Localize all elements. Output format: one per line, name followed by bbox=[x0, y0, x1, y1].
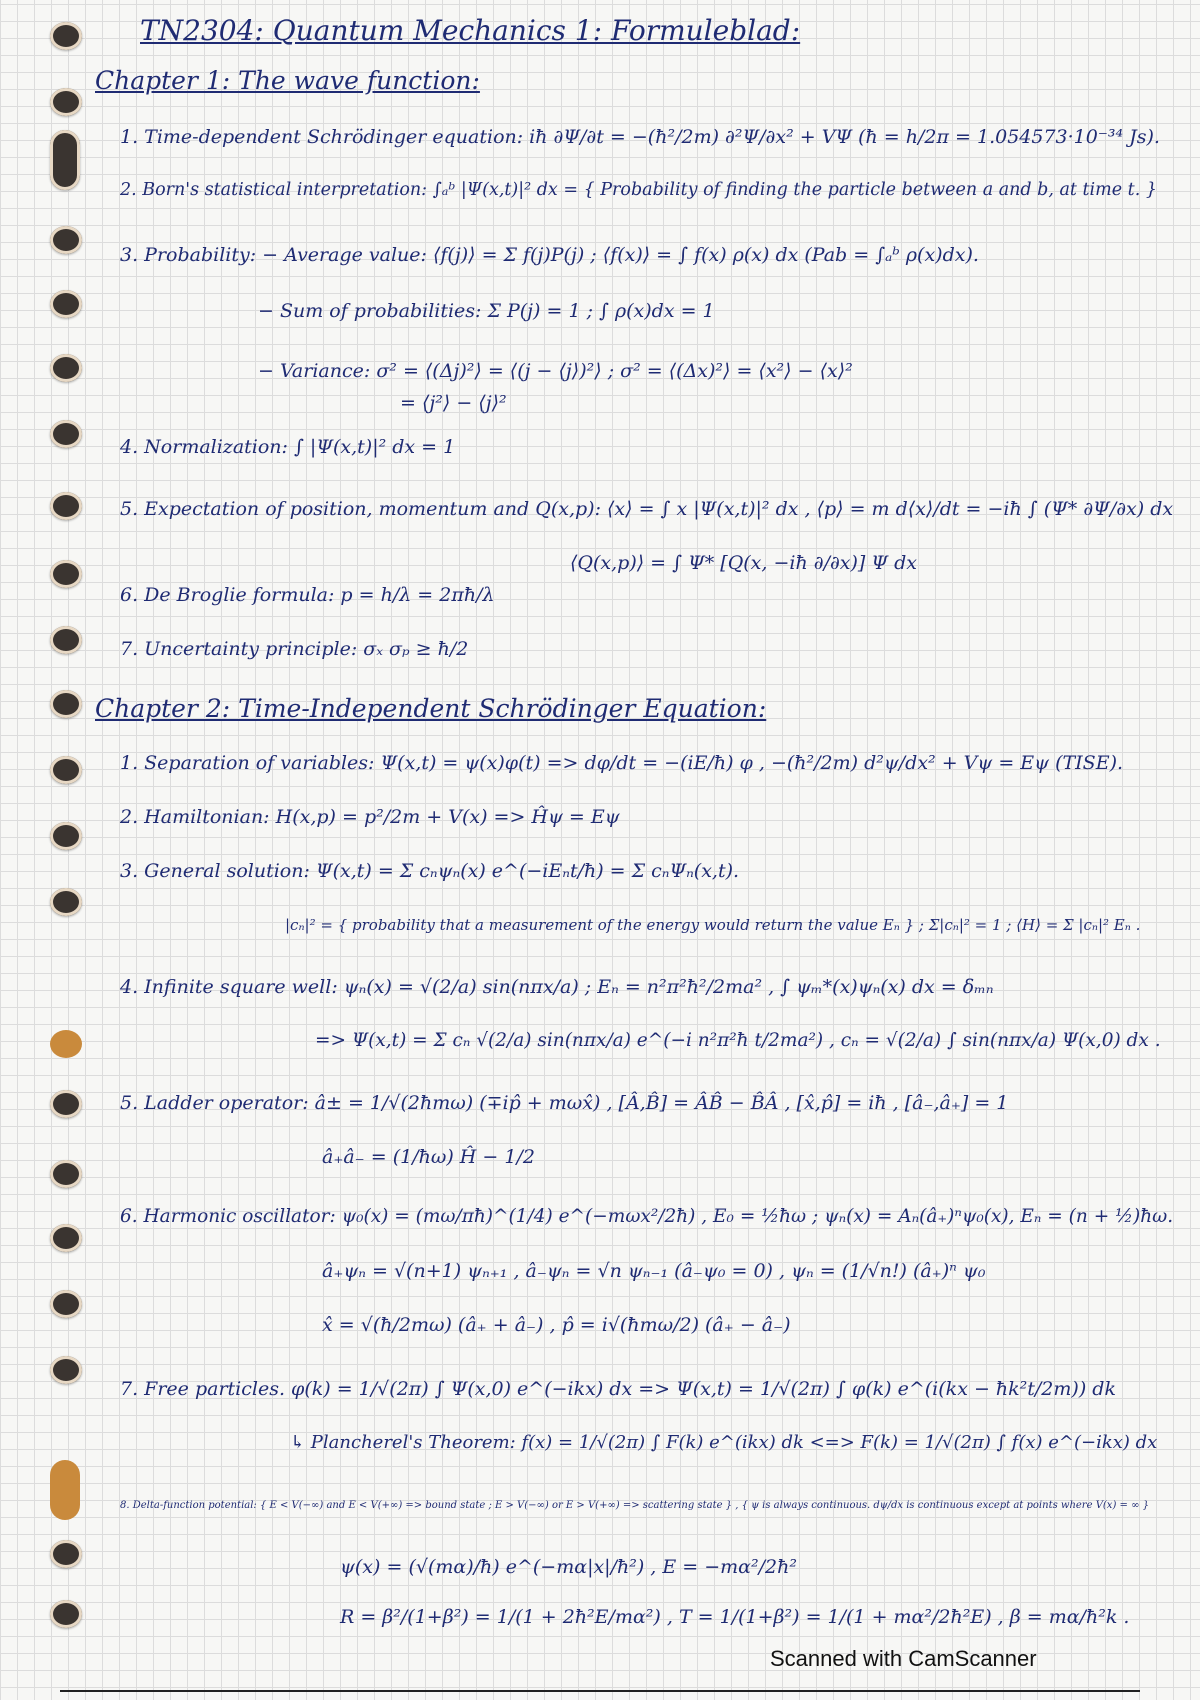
ch1-line-4: − Sum of probabilities: Σ P(j) = 1 ; ∫ ρ(x)dx = 1 bbox=[258, 300, 715, 322]
page-bottom-rule bbox=[60, 1690, 1140, 1692]
binder-hole bbox=[50, 1090, 82, 1118]
binder-hole bbox=[50, 756, 82, 784]
binder-hole bbox=[50, 226, 82, 254]
binder-hole bbox=[50, 354, 82, 382]
ch2-line-10: â₊ψₙ = √(n+1) ψₙ₊₁ , â₋ψₙ = √n ψₙ₋₁ (â₋ψ₀ = 0) , ψₙ = (1/√n!) (â₊)ⁿ ψ₀ bbox=[322, 1260, 986, 1282]
ch2-line-8: â₊â₋ = (1/ħω) Ĥ − 1/2 bbox=[322, 1146, 535, 1168]
ch2-line-16: R = β²/(1+β²) = 1/(1 + 2ħ²E/mα²) , T = 1/(1+β²) = 1/(1 + mα²/2ħ²E) , β = mα/ħ²k . bbox=[340, 1606, 1130, 1628]
binder-hole bbox=[50, 1540, 82, 1568]
ch1-line-6: = ⟨j²⟩ − ⟨j⟩² bbox=[400, 392, 507, 414]
binder-hole bbox=[50, 560, 82, 588]
ch2-line-14: 8. Delta-function potential: { E < V(−∞) and E < V(+∞) => bound state ; E > V(−∞) or E > V(+∞) => scattering state } , { ψ is always continuous. dψ/dx is continuous except at points where V(x) = ∞ } bbox=[120, 1500, 1149, 1511]
ch1-line-2: 2. Born's statistical interpretation: ∫ₐᵇ |Ψ(x,t)|² dx = { Probability of finding the particle between a and b, at time t. } bbox=[120, 180, 1157, 200]
ch1-line-10: 6. De Broglie formula: p = h/λ = 2πħ/λ bbox=[120, 584, 495, 606]
binder-hole bbox=[50, 1160, 82, 1188]
ch1-line-7: 4. Normalization: ∫ |Ψ(x,t)|² dx = 1 bbox=[120, 436, 456, 458]
binder-hole bbox=[50, 822, 82, 850]
binder-hole bbox=[50, 22, 82, 50]
page-title: TN2304: Quantum Mechanics 1: Formuleblad: bbox=[140, 14, 801, 47]
ch2-line-3: 3. General solution: Ψ(x,t) = Σ cₙψₙ(x) e^(−iEₙt/ħ) = Σ cₙΨₙ(x,t). bbox=[120, 860, 740, 882]
ch2-line-6: => Ψ(x,t) = Σ cₙ √(2/a) sin(nπx/a) e^(−i n²π²ħ t/2ma²) , cₙ = √(2/a) ∫ sin(nπx/a) Ψ(x,0) dx . bbox=[315, 1030, 1161, 1051]
camscanner-watermark: Scanned with CamScanner bbox=[770, 1646, 1037, 1671]
ch1-line-11: 7. Uncertainty principle: σₓ σₚ ≥ ħ/2 bbox=[120, 638, 469, 660]
ch2-line-13: ↳ Plancherel's Theorem: f(x) = 1/√(2π) ∫ F(k) e^(ikx) dk <=> F(k) = 1/√(2π) ∫ f(x) e^(−ikx) dx bbox=[290, 1432, 1158, 1453]
ch2-line-11: x̂ = √(ħ/2mω) (â₊ + â₋) , p̂ = i√(ħmω/2) (â₊ − â₋) bbox=[322, 1314, 791, 1336]
ch2-line-9: 6. Harmonic oscillator: ψ₀(x) = (mω/πħ)^(1/4) e^(−mωx²/2ħ) , E₀ = ½ħω ; ψₙ(x) = Aₙ(â₊)ⁿψ₀(x), Eₙ = (n + ½)ħω. bbox=[120, 1206, 1174, 1227]
ch2-line-7: 5. Ladder operator: â± = 1/√(2ħmω) (∓ip̂ + mωx̂) , [Â,B̂] = ÂB̂ − B̂Â , [x̂,p̂] = iħ , [â₋,â₊] = 1 bbox=[120, 1092, 1009, 1114]
ch2-line-15: ψ(x) = (√(mα)/ħ) e^(−mα|x|/ħ²) , E = −mα²/2ħ² bbox=[340, 1556, 797, 1578]
binder-hole bbox=[50, 420, 82, 448]
binder-hole bbox=[50, 492, 82, 520]
chapter-1-heading: Chapter 1: The wave function: bbox=[95, 66, 480, 95]
binder-hole bbox=[50, 1030, 82, 1058]
ch2-line-1: 1. Separation of variables: Ψ(x,t) = ψ(x)φ(t) => dφ/dt = −(iE/ħ) φ , −(ħ²/2m) d²ψ/dx² + Vψ = Eψ (TISE). bbox=[120, 752, 1124, 774]
ch1-line-5: − Variance: σ² = ⟨(Δj)²⟩ = ⟨(j − ⟨j⟩)²⟩ ; σ² = ⟨(Δx)²⟩ = ⟨x²⟩ − ⟨x⟩² bbox=[258, 360, 853, 382]
binder-hole bbox=[50, 1224, 82, 1252]
binder-hole bbox=[50, 690, 82, 718]
binder-hole bbox=[50, 626, 82, 654]
ch2-line-2: 2. Hamiltonian: H(x,p) = p²/2m + V(x) => Ĥψ = Eψ bbox=[120, 806, 620, 828]
binder-hole bbox=[50, 130, 80, 190]
binder-hole bbox=[50, 88, 82, 116]
binder-hole bbox=[50, 290, 82, 318]
binder-hole bbox=[50, 1290, 82, 1318]
binder-hole bbox=[50, 888, 82, 916]
binder-hole bbox=[50, 1356, 82, 1384]
ch2-line-5: 4. Infinite square well: ψₙ(x) = √(2/a) sin(nπx/a) ; Eₙ = n²π²ħ²/2ma² , ∫ ψₘ*(x)ψₙ(x) dx = δₘₙ bbox=[120, 976, 994, 998]
chapter-2-heading: Chapter 2: Time-Independent Schrödinger Equation: bbox=[95, 694, 767, 723]
ch1-line-1: 1. Time-dependent Schrödinger equation: iħ ∂Ψ/∂t = −(ħ²/2m) ∂²Ψ/∂x² + VΨ (ħ = h/2π = 1.054573·10⁻³⁴ Js). bbox=[120, 126, 1160, 148]
ch2-line-12: 7. Free particles. φ(k) = 1/√(2π) ∫ Ψ(x,0) e^(−ikx) dx => Ψ(x,t) = 1/√(2π) ∫ φ(k) e^(i(kx − ħk²t/2m)) dk bbox=[120, 1378, 1116, 1400]
ch1-line-8: 5. Expectation of position, momentum and Q(x,p): ⟨x⟩ = ∫ x |Ψ(x,t)|² dx , ⟨p⟩ = m d⟨x⟩/dt = −iħ ∫ (Ψ* ∂Ψ/∂x) dx bbox=[120, 498, 1174, 520]
binder-hole bbox=[50, 1600, 82, 1628]
ch1-line-3: 3. Probability: − Average value: ⟨f(j)⟩ = Σ f(j)P(j) ; ⟨f(x)⟩ = ∫ f(x) ρ(x) dx (Pab = ∫ₐᵇ ρ(x)dx). bbox=[120, 244, 979, 266]
binder-hole bbox=[50, 1460, 80, 1520]
ch1-line-9: ⟨Q(x,p)⟩ = ∫ Ψ* [Q(x, −iħ ∂/∂x)] Ψ dx bbox=[570, 552, 917, 574]
ch2-line-4: |cₙ|² = { probability that a measurement of the energy would return the value Eₙ } ; Σ|cₙ|² = 1 ; ⟨H⟩ = Σ |cₙ|² Eₙ . bbox=[285, 916, 1141, 934]
